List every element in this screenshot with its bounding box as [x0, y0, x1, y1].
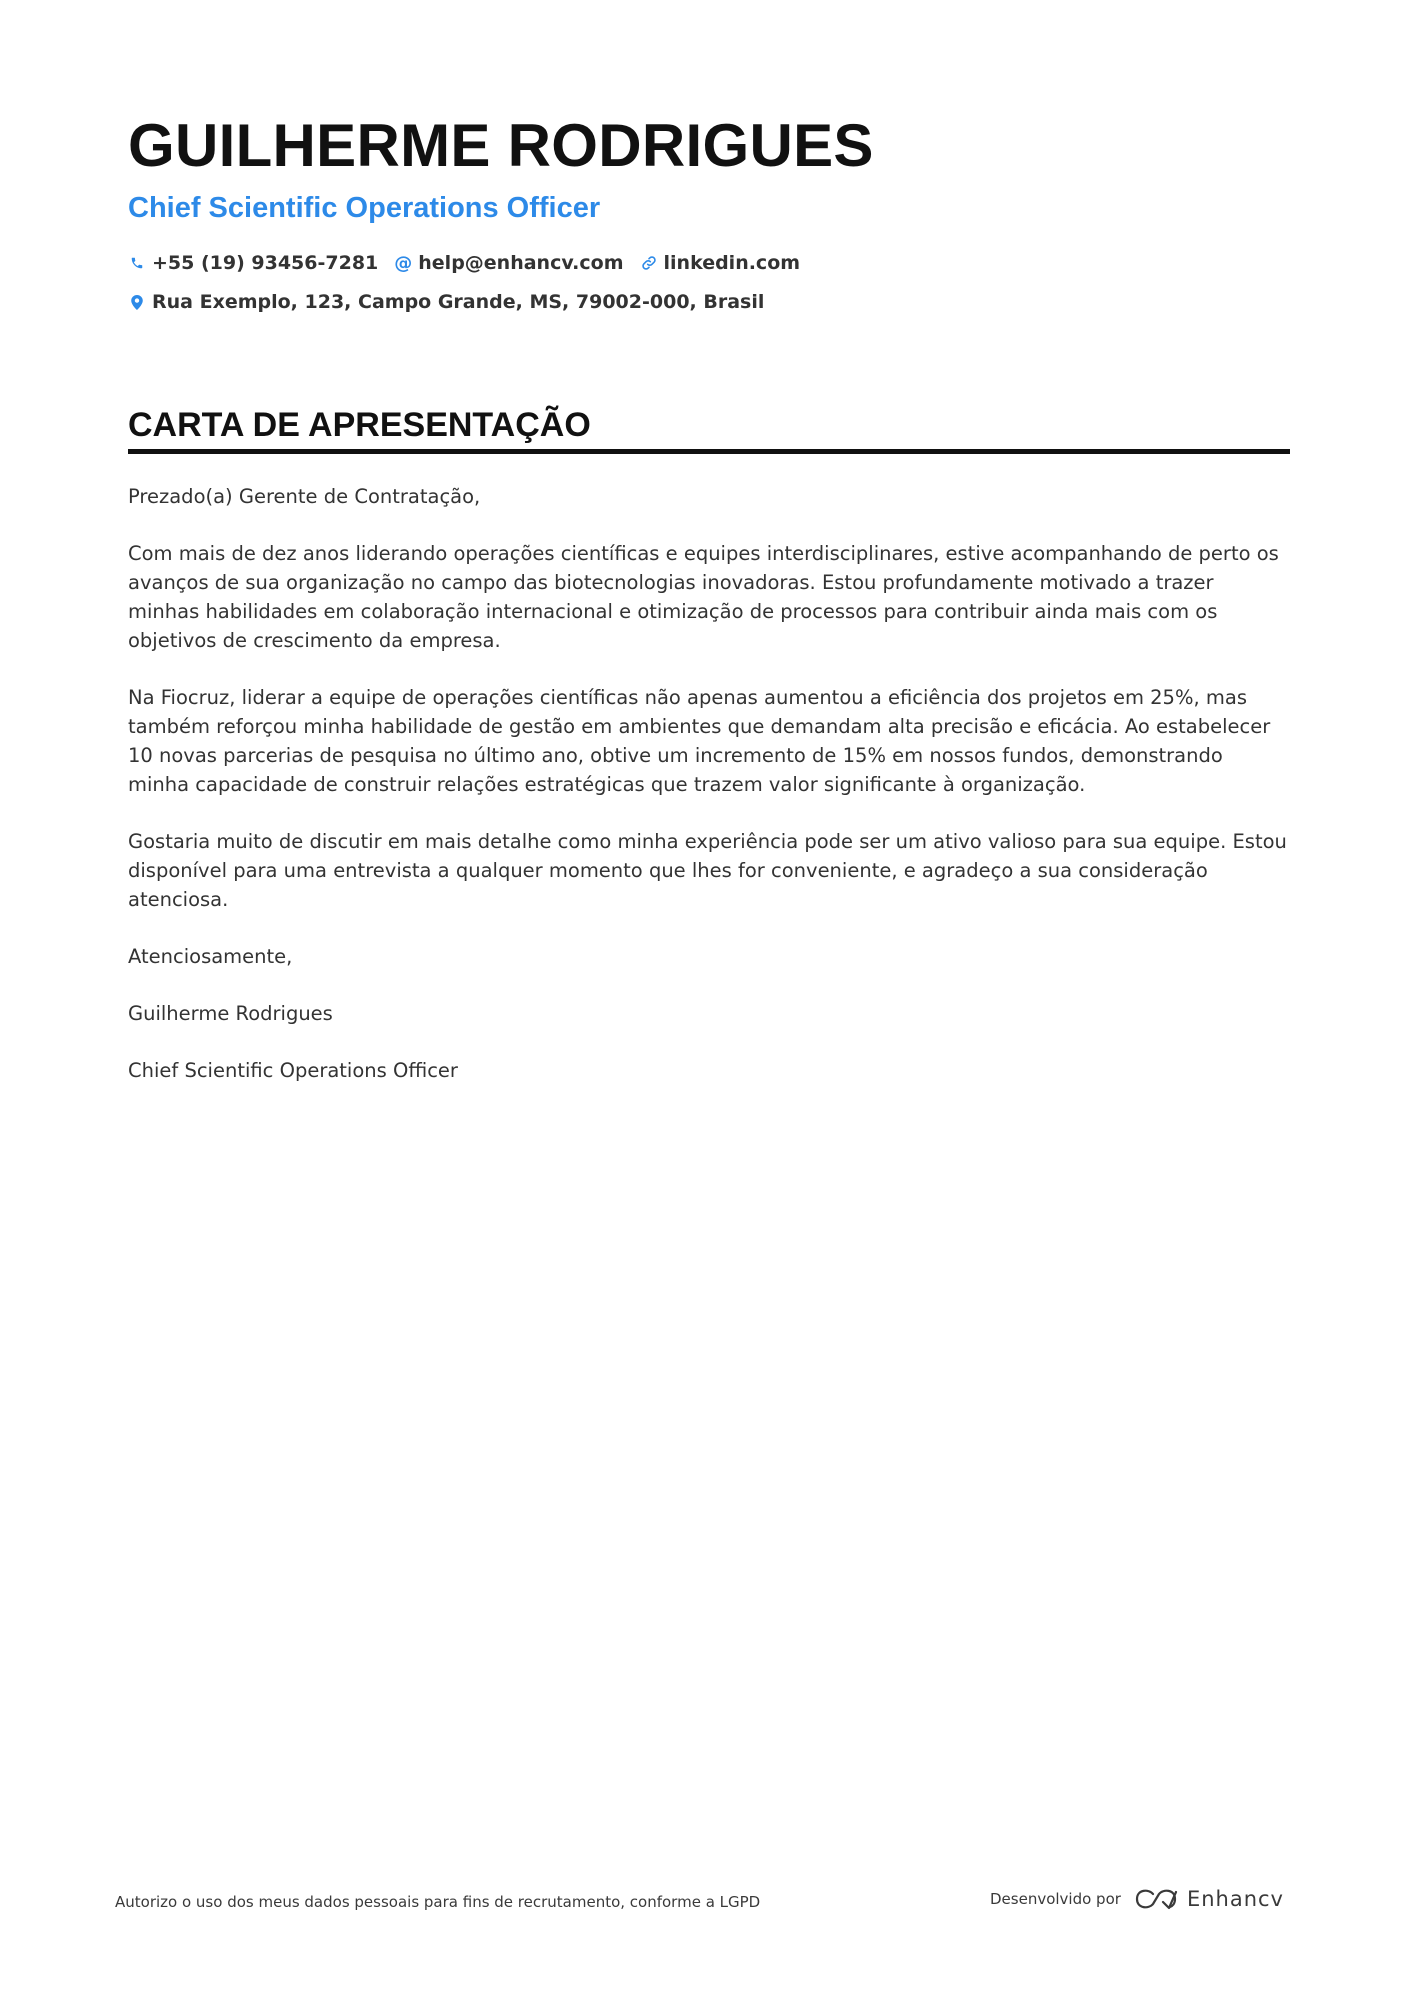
letter-body	[128, 482, 1290, 1085]
phone-number[interactable]: +55 (19) 93456-7281	[152, 252, 379, 274]
letter-paragraph: Com mais de dez anos liderando operações científicas e equipes interdisciplinares, estive acompanhando de perto os avanços de sua organização no campo das biotecnologias inovadoras. Estou profundamente motivado a trazer minhas habilidades em colaboração internacional e otimização de processos para contribuir ainda mais com os objetivos de crescimento da empresa.	[128, 542, 1279, 652]
letter-paragraph: Gostaria muito de discutir em mais detalhe como minha experiência pode ser um ativo valioso para sua equipe. Estou disponível para uma entrevista a qualquer momento que lhes for conveniente, e agradeço a sua consideração atenciosa.	[128, 830, 1287, 911]
powered-by-label: Desenvolvido por	[990, 1890, 1121, 1908]
letter-salutation: Prezado(a) Gerente de Contratação,	[128, 485, 481, 508]
phone-icon	[128, 254, 146, 272]
powered-by[interactable]	[990, 1886, 1284, 1912]
letter-paragraph: Na Fiocruz, liderar a equipe de operações científicas não apenas aumentou a eficiência dos projetos em 25%, mas também reforçou minha habilidade de gestão em ambientes que demandam alta precisão e eficácia. Ao estabelecer 10 novas parcerias de pesquisa no último ano, obtive um incremento de 15% em nossos fundos, demonstrando minha capacidade de construir relações estratégicas que trazem valor significante à organização.	[128, 686, 1271, 796]
contact-email	[394, 250, 623, 276]
address-text: Rua Exemplo, 123, Campo Grande, MS, 79002-000, Brasil	[152, 291, 765, 313]
signature-title: Chief Scientific Operations Officer	[128, 1059, 458, 1082]
contact-link	[640, 250, 801, 276]
contact-phone	[128, 250, 378, 276]
link-icon	[640, 254, 658, 272]
candidate-name: GUILHERME RODRIGUES	[128, 112, 874, 179]
contact-info	[128, 250, 1290, 315]
enhancv-logo-icon	[1133, 1886, 1179, 1912]
contact-address	[128, 289, 764, 315]
at-icon: @	[394, 252, 413, 274]
linkedin-link[interactable]: linkedin.com	[663, 252, 801, 274]
section-heading: CARTA DE APRESENTAÇÃO	[128, 405, 1290, 454]
signature-name: Guilherme Rodrigues	[128, 1002, 333, 1025]
letter-closing: Atenciosamente,	[128, 945, 293, 968]
brand-logo[interactable]	[1133, 1886, 1284, 1912]
consent-note: Autorizo o uso dos meus dados pessoais para fins de recrutamento, conforme a LGPD	[115, 1893, 761, 1911]
contact-row-address	[128, 289, 1290, 315]
email-address[interactable]: help@enhancv.com	[418, 252, 624, 274]
location-pin-icon	[128, 293, 146, 311]
candidate-job-title: Chief Scientific Operations Officer	[128, 192, 601, 224]
contact-row-primary	[128, 250, 1290, 276]
cover-letter-page	[128, 108, 1290, 1113]
brand-name: Enhancv	[1186, 1887, 1284, 1911]
